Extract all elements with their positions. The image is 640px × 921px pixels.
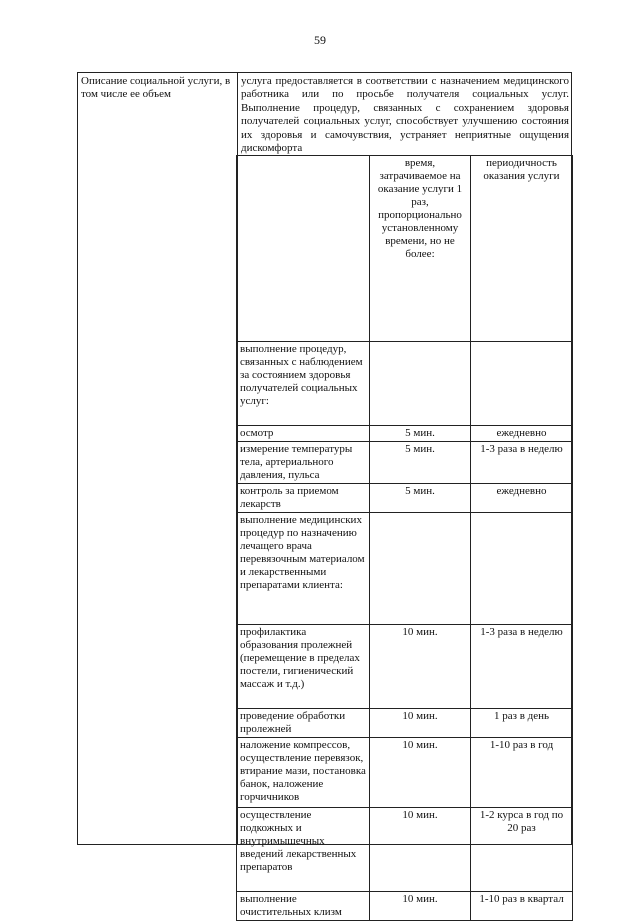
header-periodicity: периодичность оказания услуги <box>471 156 573 342</box>
table-row <box>237 484 573 513</box>
row-periodicity: 1-2 курса в год по 20 раз <box>471 808 573 892</box>
row-periodicity <box>471 513 573 625</box>
procedures-table <box>236 155 573 921</box>
table-row <box>237 442 573 484</box>
row-time: 10 мин. <box>370 808 471 892</box>
table-row <box>237 426 573 442</box>
row-periodicity: 1-10 раз в год <box>471 738 573 808</box>
row-periodicity: 1-3 раза в неделю <box>471 625 573 709</box>
table-row <box>237 513 573 625</box>
procedures-header-row <box>237 156 573 342</box>
table-row <box>237 625 573 709</box>
row-periodicity: 1 раз в день <box>471 709 573 738</box>
row-procedure: контроль за приемом лекарств <box>237 484 370 513</box>
row-time <box>370 342 471 426</box>
row-periodicity: 1-3 раза в неделю <box>471 442 573 484</box>
table-row <box>237 808 573 892</box>
table-row <box>237 892 573 921</box>
table-row <box>237 709 573 738</box>
row-procedure: профилактика образования пролежней (перемещение в пределах постели, гигиенический массаж и т.д.) <box>237 625 370 709</box>
row-procedure: измерение температуры тела, артериального давления, пульса <box>237 442 370 484</box>
row-periodicity <box>471 342 573 426</box>
row-time: 10 мин. <box>370 892 471 921</box>
table-row <box>237 342 573 426</box>
service-table <box>77 72 572 918</box>
row-time: 5 мин. <box>370 442 471 484</box>
row-procedure: проведение обработки пролежней <box>237 709 370 738</box>
header-time: время, затрачиваемое на оказание услуги 1 раз, пропорционально установленному времени, но не более: <box>370 156 471 342</box>
row-periodicity: 1-10 раз в квартал <box>471 892 573 921</box>
row-procedure: осмотр <box>237 426 370 442</box>
table-row <box>237 738 573 808</box>
row-time: 5 мин. <box>370 426 471 442</box>
row-periodicity: ежедневно <box>471 426 573 442</box>
row-procedure: выполнение процедур, связанных с наблюдением за состоянием здоровья получателей социальных услуг: <box>237 342 370 426</box>
row-periodicity: ежедневно <box>471 484 573 513</box>
service-description-text: услуга предоставляется в соответствии с назначением медицинского работника или по просьбе получателя социальных услуг. Выполнение процедур, связанных с сохранением здоровья получателей социальных услуг, способствует улучшению состояния их здоровья и самочувствия, устраняет неприятные ощущения дискомфорта <box>241 75 569 155</box>
row-procedure: выполнение очистительных клизм <box>237 892 370 921</box>
header-procedure <box>237 156 370 342</box>
row-time: 10 мин. <box>370 709 471 738</box>
row-time: 10 мин. <box>370 625 471 709</box>
page-number: 59 <box>314 33 326 47</box>
row-time: 5 мин. <box>370 484 471 513</box>
row-procedure: наложение компрессов, осуществление перевязок, втирание мази, постановка банок, наложение горчичников <box>237 738 370 808</box>
service-description-label: Описание социальной услуги, в том числе ее объем <box>81 75 231 100</box>
row-procedure: выполнение медицинских процедур по назначению лечащего врача перевязочным материалом и лекарственными препаратами клиента: <box>237 513 370 625</box>
row-time <box>370 513 471 625</box>
row-procedure: осуществление подкожных и внутримышечных введений лекарственных препаратов <box>237 808 370 892</box>
row-time: 10 мин. <box>370 738 471 808</box>
